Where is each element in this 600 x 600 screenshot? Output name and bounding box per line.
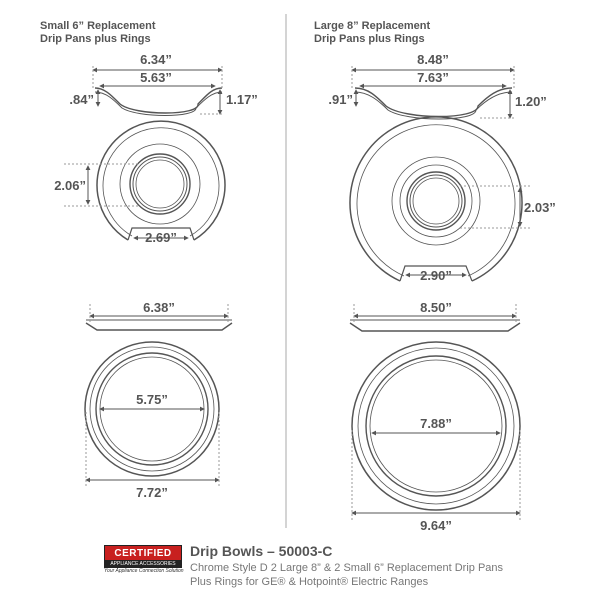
logo-middle-text: APPLIANCE ACCESSORIES (104, 560, 182, 568)
large-pan-right-depth-label: 1.20” (515, 94, 547, 109)
small-pan-notch-label: 2.69” (145, 230, 177, 245)
large-pan-left-depth-label: .91” (328, 92, 353, 107)
small-pan-top-view (97, 121, 225, 240)
product-subtitle-line1: Chrome Style D 2 Large 8” & 2 Small 6” Replacement Drip Pans (190, 562, 504, 574)
small-header-line1: Small 6” Replacement (40, 20, 156, 32)
large-header-line2: Drip Pans plus Rings (314, 33, 425, 45)
small-pan-top-view-dims (64, 164, 188, 238)
large-ring-top-view (352, 342, 520, 520)
large-pan-center-hole-label: 2.03” (524, 200, 556, 215)
small-ring-inner-label: 5.75” (136, 392, 168, 407)
certified-logo (104, 545, 182, 573)
product-title: Drip Bowls – 50003-C (190, 543, 333, 559)
large-ring-outer-label: 9.64” (420, 518, 452, 533)
small-pan-right-depth-label: 1.17” (226, 92, 258, 107)
large-ring-width-label: 8.50” (420, 300, 452, 315)
small-pan-left-depth-label: .84” (69, 92, 94, 107)
large-pan-notch-label: 2.90” (420, 268, 452, 283)
small-ring-width-label: 6.38” (143, 300, 175, 315)
product-subtitle-line2: Plus Rings for GE® & Hotpoint® Electric Ranges (190, 576, 429, 588)
large-ring-inner-label: 7.88” (420, 416, 452, 431)
large-pan-bottom-width-label: 7.63” (417, 70, 449, 85)
small-header-line2: Drip Pans plus Rings (40, 33, 151, 45)
logo-top-text: CERTIFIED (104, 545, 182, 561)
small-pan-top-width-label: 6.34” (140, 52, 172, 67)
large-pan-top-width-label: 8.48” (417, 52, 449, 67)
product-subtitle (190, 561, 503, 589)
small-pan-center-hole-label: 2.06” (54, 178, 86, 193)
small-pan-bottom-width-label: 5.63” (140, 70, 172, 85)
small-ring-top-view (85, 342, 219, 488)
large-header-line1: Large 8” Replacement (314, 20, 431, 32)
large-pan-profile (355, 88, 512, 119)
logo-bottom-text: Your Appliance Connection Solution (104, 568, 184, 574)
large-pan-top-view (350, 117, 522, 281)
small-pan-profile (95, 88, 222, 116)
small-ring-outer-label: 7.72” (136, 485, 168, 500)
